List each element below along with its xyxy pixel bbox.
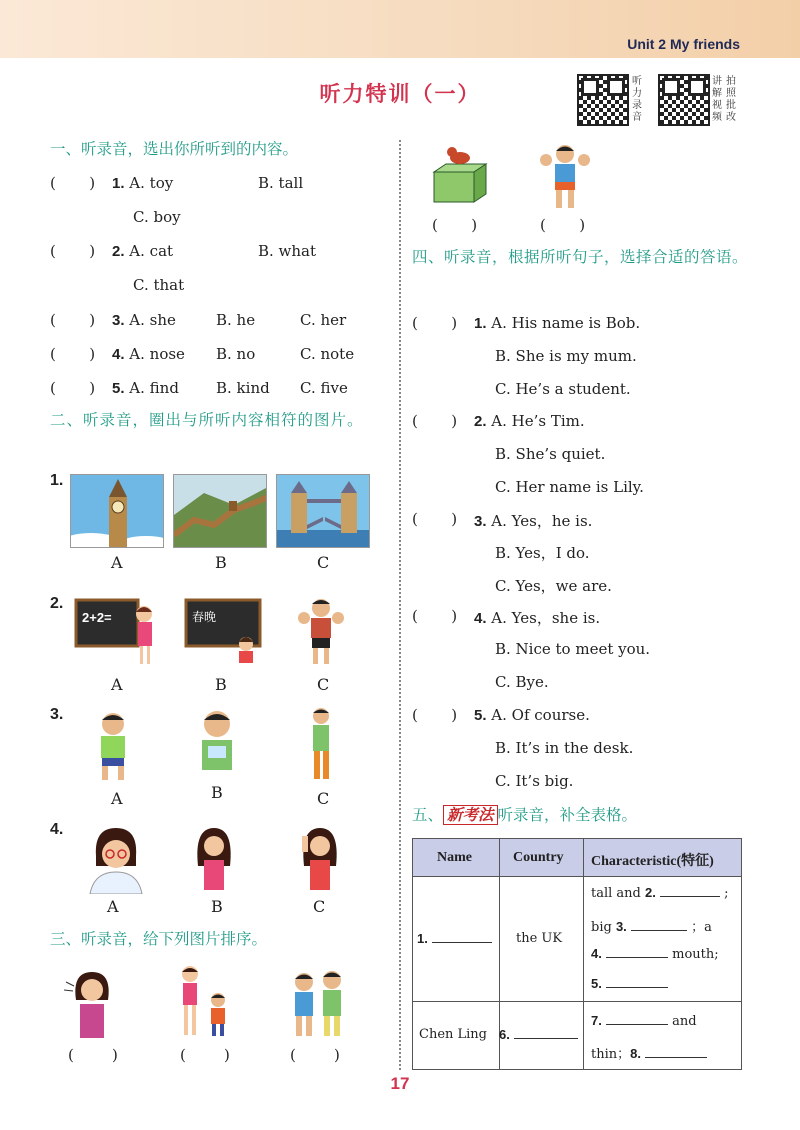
q2-option-b: B. what (258, 242, 317, 260)
q4-options: 4. A. nose (112, 345, 185, 363)
header-country: Country (513, 850, 564, 865)
picture-dog-on-box[interactable] (428, 144, 492, 206)
order-bracket[interactable]: ( ) (290, 1046, 340, 1064)
q1-option-b: B. tall (258, 174, 304, 192)
strong-man-icon (536, 142, 594, 212)
q3-options: 3. A. she (112, 311, 176, 329)
order-bracket[interactable]: ( ) (432, 216, 478, 234)
q1-options: 1. A. toy (112, 174, 174, 192)
option-label-b: B (215, 553, 227, 572)
s4-q4-a: 4. A. Yes，she is. (474, 609, 601, 627)
girl-shouting-icon (62, 968, 118, 1040)
row1-char-line2[interactable]: big 3. ；a (591, 919, 712, 935)
header-name: Name (437, 850, 472, 865)
s4-q3-a: 3. A. Yes，he is. (474, 512, 593, 530)
section4-heading: 四、听录音，根据所听句子，选择合适的答语。 (412, 248, 749, 266)
s4-q5-c: C. It’s big. (495, 772, 574, 790)
s4-q1-a: 1. A. His name is Bob. (474, 314, 641, 332)
option-label-c: C (313, 897, 326, 916)
s4-q1-c: C. He’s a student. (495, 380, 631, 398)
row1-char-line1[interactable]: tall and 2. ; (591, 885, 729, 901)
order-bracket[interactable]: ( ) (180, 1046, 230, 1064)
s4-q4-c: C. Bye. (495, 673, 549, 691)
option-label-b: B (211, 897, 223, 916)
row1-char-line3[interactable]: 4. mouth; (591, 946, 719, 962)
q2-4-number: 4. (50, 821, 64, 838)
s4-q3-b: B. Yes，I do. (495, 544, 590, 562)
new-method-tag: 新考法 (443, 805, 498, 825)
section1-heading: 一、听录音，选出你所听到的内容。 (50, 140, 299, 158)
option-label-c: C (317, 675, 330, 694)
picture-smiling-boy[interactable] (194, 708, 240, 778)
q2-options: 2. A. cat (112, 242, 174, 260)
picture-angry-boy[interactable] (86, 708, 140, 782)
row2-name: Chen Ling (419, 1027, 488, 1042)
unit-label: Unit 2 My friends (627, 36, 740, 52)
teacher-icon (74, 598, 158, 668)
qr-label-listening: 听 力 录 音 (632, 76, 642, 123)
section3-heading: 三、听录音，给下列图片排序。 (50, 930, 268, 948)
qr-label-video: 讲 解 视 频 (712, 76, 722, 123)
qr-code-video[interactable] (658, 74, 710, 126)
option-label-c: C (317, 553, 330, 572)
option-label-a: A (111, 789, 123, 808)
woman-glasses-icon (86, 826, 146, 894)
picture-girl-long-hair[interactable] (190, 826, 238, 894)
two-boys-icon (286, 966, 352, 1040)
q4-option-b: B. no (216, 345, 256, 363)
q1-option-c: C. boy (133, 208, 181, 226)
picture-teacher-blackboard[interactable] (74, 598, 158, 668)
picture-tower-bridge[interactable] (276, 474, 370, 548)
picture-girl-touching-hair[interactable] (296, 826, 344, 894)
girl-long-hair-icon (190, 826, 238, 894)
section2-heading: 二、听录音，圈出与所听内容相符的图片。 (50, 411, 364, 429)
q2-2-number: 2. (50, 595, 64, 612)
picture-two-boys[interactable] (286, 966, 352, 1040)
answer-bracket[interactable]: ( ) (412, 510, 458, 528)
blackboard-text: 2+2= (82, 610, 112, 625)
answer-bracket[interactable]: ( ) (412, 706, 458, 724)
q3-option-c: C. her (300, 311, 347, 329)
dog-on-box-icon (428, 144, 492, 206)
s4-q2-a: 2. A. He’s Tim. (474, 412, 585, 430)
picture-girl-and-boy[interactable] (172, 964, 232, 1040)
great-wall-icon (174, 475, 267, 548)
s4-q3-c: C. Yes，we are. (495, 577, 612, 595)
q2-option-c: C. that (133, 276, 185, 294)
picture-girl-blackboard[interactable] (184, 598, 264, 668)
big-ben-icon (71, 475, 164, 548)
s4-q2-b: B. She’s quiet. (495, 445, 606, 463)
answer-bracket[interactable]: ( ) (412, 314, 458, 332)
q3-option-b: B. he (216, 311, 256, 329)
q4-option-c: C. note (300, 345, 355, 363)
s4-q5-b: B. It’s in the desk. (495, 739, 634, 757)
qr-code-listening[interactable] (577, 74, 629, 126)
page-title: 听力特训（一） (319, 82, 481, 106)
option-label-a: A (111, 553, 123, 572)
s4-q2-c: C. Her name is Lily. (495, 478, 644, 496)
qr-label-photo: 拍 照 批 改 (726, 76, 736, 123)
tall-boy-icon (304, 706, 338, 782)
q5-options: 5. A. find (112, 379, 179, 397)
row1-char-line4[interactable]: 5. (591, 976, 668, 992)
q5-option-b: B. kind (216, 379, 270, 397)
option-label-a: A (111, 675, 123, 694)
answer-bracket[interactable]: ( ) (50, 242, 96, 260)
answer-bracket[interactable]: ( ) (50, 174, 96, 192)
picture-big-ben[interactable] (70, 474, 164, 548)
option-label-c: C (317, 789, 330, 808)
q5-option-c: C. five (300, 379, 348, 397)
strong-boy-icon (296, 596, 346, 668)
angry-boy-icon (86, 708, 140, 782)
option-label-a: A (107, 897, 119, 916)
s4-q4-b: B. Nice to meet you. (495, 640, 651, 658)
picture-strong-boy[interactable] (296, 596, 346, 668)
order-bracket[interactable]: ( ) (540, 216, 586, 234)
row2-char-line1[interactable]: 7. and (591, 1013, 697, 1029)
answer-bracket[interactable]: ( ) (50, 311, 96, 329)
answer-bracket[interactable]: ( ) (50, 345, 96, 363)
order-bracket[interactable]: ( ) (68, 1046, 118, 1064)
smiling-boy-icon (194, 708, 240, 778)
q2-3-number: 3. (50, 706, 64, 723)
fill-table (412, 838, 742, 1070)
answer-bracket[interactable]: ( ) (412, 412, 458, 430)
section5-heading: 五、 新考法 听录音，补全表格。 (412, 806, 638, 824)
girl-touching-hair-icon (296, 826, 344, 894)
answer-bracket[interactable]: ( ) (412, 607, 458, 625)
s4-q1-b: B. She is my mum. (495, 347, 637, 365)
answer-bracket[interactable]: ( ) (50, 379, 96, 397)
row2-char-line2[interactable]: thin；8. (591, 1043, 707, 1062)
blackboard-text: 春晚 (192, 610, 217, 624)
tower-bridge-icon (277, 475, 370, 548)
row1-country: the UK (516, 931, 563, 946)
picture-strong-man[interactable] (536, 142, 594, 212)
page-number: 17 (390, 1074, 410, 1093)
picture-girl-shouting[interactable] (62, 968, 118, 1040)
s4-q5-a: 5. A. Of course. (474, 706, 590, 724)
column-divider (399, 140, 401, 1070)
option-label-b: B (211, 783, 223, 802)
q2-1-number: 1. (50, 472, 64, 489)
header-characteristic: Characteristic(特征) (591, 854, 714, 869)
picture-woman-glasses[interactable] (86, 826, 146, 894)
option-label-b: B (215, 675, 227, 694)
row1-name-blank[interactable]: 1. (417, 931, 492, 947)
picture-tall-boy[interactable] (304, 706, 338, 782)
girl-and-boy-icon (172, 964, 232, 1040)
row2-country-blank[interactable]: 6. (499, 1027, 578, 1043)
picture-great-wall[interactable] (173, 474, 267, 548)
